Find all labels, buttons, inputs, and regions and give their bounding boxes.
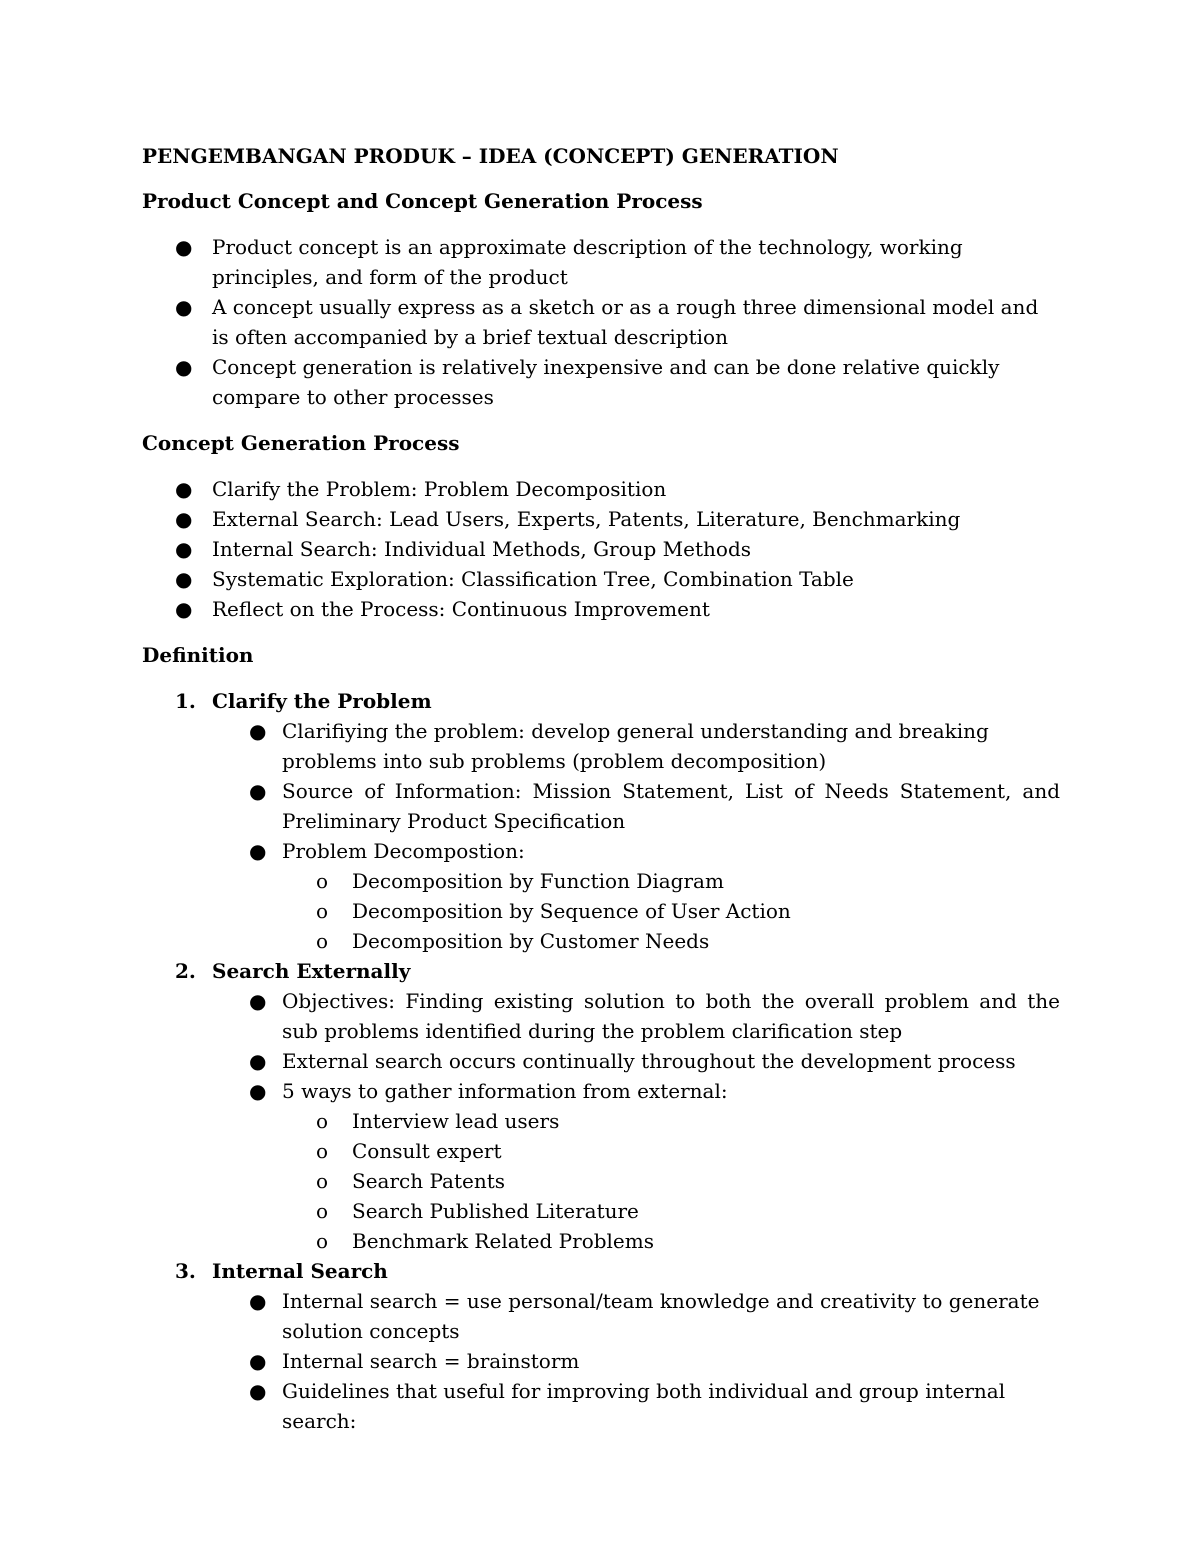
circle-bullet-icon: o <box>315 869 329 893</box>
circle-bullet-icon: o <box>315 1109 329 1133</box>
section-heading-definition: Definition <box>142 643 254 667</box>
list-item: ● Guidelines that useful for improving both individual and group internal search: <box>212 1376 1060 1436</box>
concept-generation-process-list <box>142 474 1060 624</box>
product-concept-list <box>142 232 1060 412</box>
item-title: Search Externally <box>212 959 411 983</box>
circle-bullet-icon: o <box>315 1139 329 1163</box>
bullet-icon: ● <box>175 295 193 319</box>
list-item: ● Concept generation is relatively inexpensive and can be done relative quickly compare to other processes <box>142 352 1060 412</box>
item-number: 2. <box>175 959 196 983</box>
item-number: 3. <box>175 1259 196 1283</box>
bullet-icon: ● <box>249 989 267 1013</box>
circle-list <box>282 1106 1060 1256</box>
list-item: ● Internal search = use personal/team knowledge and creativity to generate solution concepts <box>212 1286 1060 1346</box>
list-item: o Search Patents <box>282 1166 1060 1196</box>
list-item: o Decomposition by Customer Needs <box>282 926 1060 956</box>
bullet-icon: ● <box>249 1049 267 1073</box>
document-page <box>142 140 1060 1436</box>
list-item: ● 5 ways to gather information from external: o Interview lead users o Consult expert o Search Patents o Search Published Literature o Benchmark Related Problems <box>212 1076 1060 1256</box>
bullet-icon: ● <box>175 507 193 531</box>
list-item: o Interview lead users <box>282 1106 1060 1136</box>
bullet-icon: ● <box>175 235 193 259</box>
list-item: ● Internal search = brainstorm <box>212 1346 1060 1376</box>
list-item: ● Clarify the Problem: Problem Decomposition <box>142 474 1060 504</box>
list-item: ● Systematic Exploration: Classification Tree, Combination Table <box>142 564 1060 594</box>
list-item: ● Source of Information: Mission Statement, List of Needs Statement, and Preliminary Product Specification <box>212 776 1060 836</box>
definition-list <box>142 686 1060 1436</box>
sub-bullet-list <box>212 716 1060 956</box>
list-item: ● Problem Decompostion: o Decomposition by Function Diagram o Decomposition by Sequence of User Action o Decomposition by Customer Needs <box>212 836 1060 956</box>
circle-bullet-icon: o <box>315 1199 329 1223</box>
circle-bullet-icon: o <box>315 899 329 923</box>
list-item: ● External search occurs continually throughout the development process <box>212 1046 1060 1076</box>
list-item: ● Internal Search: Individual Methods, Group Methods <box>142 534 1060 564</box>
bullet-icon: ● <box>175 355 193 379</box>
bullet-icon: ● <box>175 567 193 591</box>
bullet-icon: ● <box>249 839 267 863</box>
bullet-icon: ● <box>249 719 267 743</box>
list-item: ● Clarifiying the problem: develop general understanding and breaking problems into sub problems (problem decomposition) <box>212 716 1060 776</box>
definition-item-search-externally <box>142 956 1060 1256</box>
sub-bullet-list <box>212 1286 1060 1436</box>
list-item: o Search Published Literature <box>282 1196 1060 1226</box>
item-title: Internal Search <box>212 1259 388 1283</box>
definition-item-clarify-problem <box>142 686 1060 956</box>
list-item: ● External Search: Lead Users, Experts, Patents, Literature, Benchmarking <box>142 504 1060 534</box>
list-item: ● Product concept is an approximate description of the technology, working principles, and form of the product <box>142 232 1060 292</box>
circle-bullet-icon: o <box>315 1169 329 1193</box>
circle-list <box>282 866 1060 956</box>
bullet-icon: ● <box>175 597 193 621</box>
bullet-icon: ● <box>175 477 193 501</box>
list-item: o Decomposition by Sequence of User Action <box>282 896 1060 926</box>
section-heading-concept-generation-process: Concept Generation Process <box>142 431 460 455</box>
list-item: o Consult expert <box>282 1136 1060 1166</box>
item-number: 1. <box>175 689 196 713</box>
bullet-icon: ● <box>249 1349 267 1373</box>
bullet-icon: ● <box>249 1289 267 1313</box>
definition-item-internal-search <box>142 1256 1060 1436</box>
bullet-icon: ● <box>175 537 193 561</box>
list-item: ● Reflect on the Process: Continuous Improvement <box>142 594 1060 624</box>
list-item: o Benchmark Related Problems <box>282 1226 1060 1256</box>
bullet-icon: ● <box>249 1079 267 1103</box>
list-item: o Decomposition by Function Diagram <box>282 866 1060 896</box>
list-item: ● A concept usually express as a sketch or as a rough three dimensional model and is often accompanied by a brief textual description <box>142 292 1060 352</box>
bullet-icon: ● <box>249 779 267 803</box>
circle-bullet-icon: o <box>315 929 329 953</box>
bullet-icon: ● <box>249 1379 267 1403</box>
section-heading-product-concept: Product Concept and Concept Generation Process <box>142 189 703 213</box>
document-title: PENGEMBANGAN PRODUK – IDEA (CONCEPT) GENERATION <box>142 144 839 168</box>
item-title: Clarify the Problem <box>212 689 432 713</box>
circle-bullet-icon: o <box>315 1229 329 1253</box>
sub-bullet-list <box>212 986 1060 1256</box>
list-item: ● Objectives: Finding existing solution to both the overall problem and the sub problems identified during the problem clarification step <box>212 986 1060 1046</box>
